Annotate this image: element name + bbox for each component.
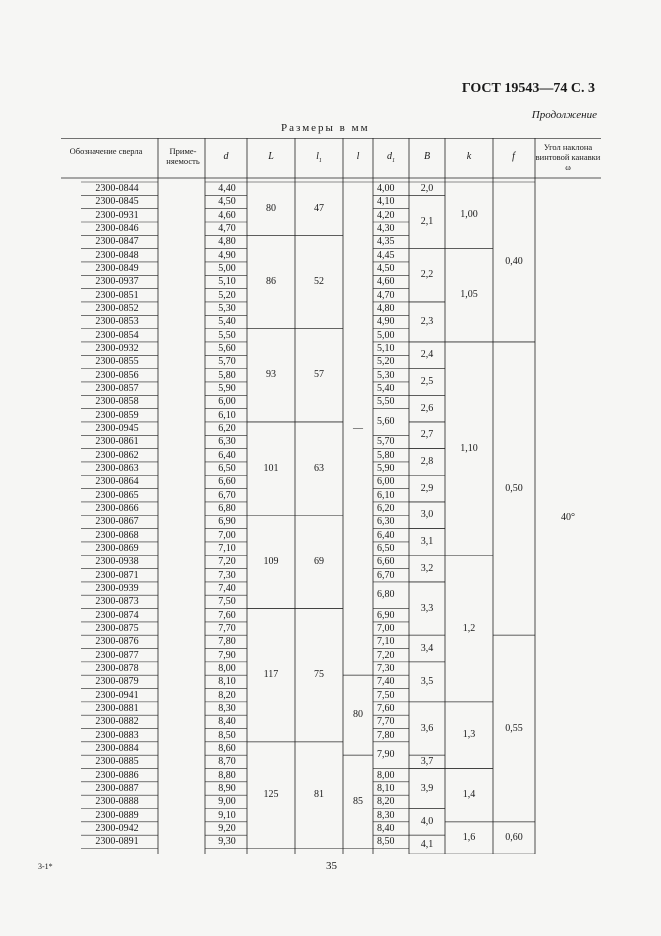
drill-code: 2300-0932 bbox=[95, 342, 139, 354]
d-value: 5,30 bbox=[218, 302, 236, 314]
d-value: 9,10 bbox=[218, 809, 236, 821]
f-value: 0,40 bbox=[505, 255, 523, 267]
k-value: 1,4 bbox=[462, 789, 476, 801]
drill-code: 2300-0866 bbox=[95, 502, 139, 514]
d1-value: 8,30 bbox=[377, 809, 395, 821]
B-value: 2,9 bbox=[420, 482, 434, 494]
d-value: 7,40 bbox=[218, 582, 236, 594]
drill-code: 2300-0939 bbox=[95, 582, 139, 594]
d-value: 8,60 bbox=[218, 742, 236, 754]
d1-value: 7,20 bbox=[377, 649, 395, 661]
d-value: 7,30 bbox=[218, 569, 236, 581]
d-value: 7,90 bbox=[218, 649, 236, 661]
k-value: 1,00 bbox=[460, 209, 478, 221]
d1-value: 5,80 bbox=[377, 449, 395, 461]
page-number: 35 bbox=[326, 860, 337, 872]
d1-value: 6,60 bbox=[377, 556, 395, 568]
d1-value: 5,30 bbox=[377, 369, 395, 381]
d-value: 6,90 bbox=[218, 516, 236, 528]
drill-code: 2300-0856 bbox=[95, 369, 139, 381]
d-value: 7,20 bbox=[218, 556, 236, 568]
d-value: 4,40 bbox=[218, 183, 236, 194]
B-value: 2,8 bbox=[420, 455, 434, 467]
B-value: 3,2 bbox=[420, 562, 434, 574]
drill-code: 2300-0879 bbox=[95, 676, 139, 688]
d-value: 6,20 bbox=[218, 422, 236, 434]
d1-value: 7,90 bbox=[377, 749, 395, 761]
d1-value: 7,70 bbox=[377, 716, 395, 728]
d-value: 5,40 bbox=[218, 316, 236, 328]
header-L: L bbox=[268, 151, 274, 162]
l1-value: 69 bbox=[314, 555, 324, 567]
drill-code: 2300-0844 bbox=[95, 183, 139, 194]
d1-value: 4,00 bbox=[377, 183, 395, 194]
l1-value: 75 bbox=[314, 669, 324, 681]
drill-code: 2300-0878 bbox=[95, 662, 139, 674]
d-value: 4,90 bbox=[218, 249, 236, 261]
drill-code: 2300-0885 bbox=[95, 756, 139, 768]
drill-code: 2300-0877 bbox=[95, 649, 139, 661]
d1-value: 7,40 bbox=[377, 676, 395, 688]
d-value: 5,00 bbox=[218, 262, 236, 274]
d1-value: 6,80 bbox=[377, 589, 395, 601]
k-value: 1,05 bbox=[460, 289, 478, 301]
d-value: 5,90 bbox=[218, 382, 236, 394]
d1-value: 8,50 bbox=[377, 836, 395, 848]
drill-code: 2300-0887 bbox=[95, 782, 139, 794]
d-value: 4,50 bbox=[218, 196, 236, 208]
d-value: 8,50 bbox=[218, 729, 236, 741]
header-applicability: Приме-няемость bbox=[166, 146, 200, 166]
drill-code: 2300-0937 bbox=[95, 276, 139, 288]
d-value: 6,10 bbox=[218, 409, 236, 421]
d1-value: 7,10 bbox=[377, 636, 395, 648]
drill-code: 2300-0874 bbox=[95, 609, 139, 621]
d1-value: 7,60 bbox=[377, 702, 395, 714]
d1-value: 4,10 bbox=[377, 196, 395, 208]
drill-code: 2300-0852 bbox=[95, 302, 139, 314]
drill-code: 2300-0867 bbox=[95, 516, 139, 528]
header-l: l bbox=[356, 151, 360, 162]
d-value: 7,60 bbox=[218, 609, 236, 621]
d1-value: 5,70 bbox=[377, 436, 395, 448]
drill-code: 2300-0865 bbox=[95, 489, 139, 501]
d1-value: 4,30 bbox=[377, 222, 395, 234]
B-value: 4,1 bbox=[420, 838, 434, 850]
drill-code: 2300-0942 bbox=[95, 822, 139, 834]
B-value: 3,3 bbox=[420, 602, 434, 614]
d1-value: 7,30 bbox=[377, 662, 395, 674]
L-value: 125 bbox=[263, 789, 279, 801]
d-value: 6,60 bbox=[218, 476, 236, 488]
sheet-mark: 3-1* bbox=[38, 862, 53, 871]
drill-code: 2300-0883 bbox=[95, 729, 139, 741]
drill-code: 2300-0884 bbox=[95, 742, 139, 754]
B-value: 3,7 bbox=[420, 755, 434, 767]
header-f: f bbox=[512, 151, 515, 162]
d1-value: 5,40 bbox=[377, 382, 395, 394]
drill-code: 2300-0876 bbox=[95, 636, 139, 648]
d-value: 8,10 bbox=[218, 676, 236, 688]
l1-value: 52 bbox=[314, 275, 324, 287]
L-value: 109 bbox=[263, 555, 279, 567]
l1-value: 63 bbox=[314, 462, 324, 474]
d-value: 4,70 bbox=[218, 222, 236, 234]
drill-code: 2300-0886 bbox=[95, 769, 139, 781]
d1-value: 6,20 bbox=[377, 502, 395, 514]
L-value: 80 bbox=[266, 202, 276, 214]
header-angle: Угол наклона винтовой канавки ω bbox=[535, 142, 601, 172]
d1-value: 5,00 bbox=[377, 329, 395, 341]
d1-value: 8,20 bbox=[377, 796, 395, 808]
d-value: 6,30 bbox=[218, 436, 236, 448]
drill-code: 2300-0931 bbox=[95, 209, 139, 221]
k-value: 1,6 bbox=[462, 831, 476, 843]
sizes-caption: Размеры в мм bbox=[281, 122, 370, 134]
d1-value: 5,90 bbox=[377, 462, 395, 474]
d-value: 8,70 bbox=[218, 756, 236, 768]
k-value: 1,2 bbox=[462, 622, 476, 634]
dimensions-table bbox=[61, 138, 601, 854]
B-value: 2,4 bbox=[420, 349, 434, 361]
d1-value: 6,10 bbox=[377, 489, 395, 501]
drill-code: 2300-0882 bbox=[95, 716, 139, 728]
k-value: 1,10 bbox=[460, 442, 478, 454]
B-value: 4,0 bbox=[420, 815, 434, 827]
drill-code: 2300-0849 bbox=[95, 262, 139, 274]
B-value: 2,0 bbox=[420, 182, 434, 194]
drill-code: 2300-0847 bbox=[95, 236, 139, 248]
d-value: 8,30 bbox=[218, 702, 236, 714]
d1-value: 6,50 bbox=[377, 542, 395, 554]
d1-value: 8,10 bbox=[377, 782, 395, 794]
drill-code: 2300-0854 bbox=[95, 329, 139, 341]
d1-value: 6,90 bbox=[377, 609, 395, 621]
B-value: 2,3 bbox=[420, 315, 434, 327]
d-value: 7,10 bbox=[218, 542, 236, 554]
l-value: 80 bbox=[353, 709, 363, 721]
d1-value: 6,30 bbox=[377, 516, 395, 528]
d1-value: 6,00 bbox=[377, 476, 395, 488]
l1-value: 47 bbox=[314, 202, 324, 214]
d-value: 5,50 bbox=[218, 329, 236, 341]
d1-value: 5,10 bbox=[377, 342, 395, 354]
d-value: 7,00 bbox=[218, 529, 236, 541]
d-value: 5,10 bbox=[218, 276, 236, 288]
d1-value: 6,40 bbox=[377, 529, 395, 541]
drill-code: 2300-0862 bbox=[95, 449, 139, 461]
drill-code: 2300-0873 bbox=[95, 596, 139, 608]
d1-value: 8,00 bbox=[377, 769, 395, 781]
f-value: 0,60 bbox=[505, 831, 523, 843]
drill-code: 2300-0845 bbox=[95, 196, 139, 208]
d-value: 4,80 bbox=[218, 236, 236, 248]
l-value: 85 bbox=[353, 795, 363, 807]
drill-code: 2300-0853 bbox=[95, 316, 139, 328]
drill-code: 2300-0851 bbox=[95, 289, 139, 301]
B-value: 3,6 bbox=[420, 722, 434, 734]
B-value: 2,1 bbox=[420, 215, 434, 227]
d1-value: 7,80 bbox=[377, 729, 395, 741]
continuation-label: Продолжение bbox=[531, 109, 597, 121]
d-value: 8,80 bbox=[218, 769, 236, 781]
d-value: 8,40 bbox=[218, 716, 236, 728]
d1-value: 5,20 bbox=[377, 356, 395, 368]
d-value: 5,60 bbox=[218, 342, 236, 354]
d-value: 5,70 bbox=[218, 356, 236, 368]
B-value: 3,4 bbox=[420, 642, 434, 654]
B-value: 3,0 bbox=[420, 509, 434, 521]
d1-value: 4,20 bbox=[377, 209, 395, 221]
B-value: 3,5 bbox=[420, 675, 434, 687]
l1-value: 57 bbox=[314, 369, 324, 381]
drill-code: 2300-0848 bbox=[95, 249, 139, 261]
d1-value: 4,70 bbox=[377, 289, 395, 301]
drill-code: 2300-0855 bbox=[95, 356, 139, 368]
d-value: 9,30 bbox=[218, 836, 236, 848]
d-value: 7,80 bbox=[218, 636, 236, 648]
header-designation: Обозначение сверла bbox=[69, 146, 143, 156]
d-value: 4,60 bbox=[218, 209, 236, 221]
d-value: 6,70 bbox=[218, 489, 236, 501]
d-value: 5,80 bbox=[218, 369, 236, 381]
L-value: 93 bbox=[266, 369, 276, 381]
angle-value: 40° bbox=[561, 512, 575, 523]
d1-value: 6,70 bbox=[377, 569, 395, 581]
d1-value: 4,80 bbox=[377, 302, 395, 314]
drill-code: 2300-0871 bbox=[95, 569, 139, 581]
drill-code: 2300-0868 bbox=[95, 529, 139, 541]
drill-code: 2300-0863 bbox=[95, 462, 139, 474]
header-l1: $l_1$ bbox=[316, 151, 322, 164]
drill-code: 2300-0945 bbox=[95, 422, 139, 434]
drill-code: 2300-0846 bbox=[95, 222, 139, 234]
d-value: 8,90 bbox=[218, 782, 236, 794]
f-value: 0,50 bbox=[505, 482, 523, 494]
B-value: 2,5 bbox=[420, 375, 434, 387]
d-value: 8,20 bbox=[218, 689, 236, 701]
d-value: 6,40 bbox=[218, 449, 236, 461]
d1-value: 8,40 bbox=[377, 822, 395, 834]
B-value: 3,9 bbox=[420, 782, 434, 794]
d-value: 6,00 bbox=[218, 396, 236, 408]
B-value: 3,1 bbox=[420, 535, 434, 547]
d-value: 7,70 bbox=[218, 622, 236, 634]
standard-designation: ГОСТ 19543—74 С. 3 bbox=[461, 81, 595, 96]
header-d: d bbox=[223, 151, 229, 162]
d1-value: 5,60 bbox=[377, 415, 395, 427]
drill-code: 2300-0889 bbox=[95, 809, 139, 821]
k-value: 1,3 bbox=[462, 729, 476, 741]
d-value: 8,00 bbox=[218, 662, 236, 674]
d1-value: 7,00 bbox=[377, 622, 395, 634]
d1-value: 4,60 bbox=[377, 276, 395, 288]
B-value: 2,2 bbox=[420, 269, 434, 281]
d1-value: 4,45 bbox=[377, 249, 395, 261]
d-value: 9,00 bbox=[218, 796, 236, 808]
drill-code: 2300-0861 bbox=[95, 436, 139, 448]
d1-value: 4,90 bbox=[377, 316, 395, 328]
drill-code: 2300-0859 bbox=[95, 409, 139, 421]
d1-value: 4,35 bbox=[377, 236, 395, 248]
B-value: 2,7 bbox=[420, 429, 434, 441]
l1-value: 81 bbox=[314, 789, 324, 801]
drill-code: 2300-0938 bbox=[95, 556, 139, 568]
d1-value: 5,50 bbox=[377, 396, 395, 408]
L-value: 86 bbox=[266, 275, 276, 287]
d1-value: 4,50 bbox=[377, 262, 395, 274]
d-value: 6,50 bbox=[218, 462, 236, 474]
d-value: 6,80 bbox=[218, 502, 236, 514]
header-B: B bbox=[423, 151, 431, 162]
header-d1: $d_1$ bbox=[387, 151, 395, 164]
drill-code: 2300-0858 bbox=[95, 396, 139, 408]
B-value: 2,6 bbox=[420, 402, 434, 414]
drill-code: 2300-0875 bbox=[95, 622, 139, 634]
d1-value: 7,50 bbox=[377, 689, 395, 701]
header-k: k bbox=[466, 151, 472, 162]
drill-code: 2300-0881 bbox=[95, 702, 139, 714]
drill-code: 2300-0869 bbox=[95, 542, 139, 554]
L-value: 101 bbox=[263, 462, 279, 474]
f-value: 0,55 bbox=[505, 722, 523, 734]
l-value: — bbox=[353, 422, 363, 434]
d-value: 9,20 bbox=[218, 822, 236, 834]
d-value: 5,20 bbox=[218, 289, 236, 301]
drill-code: 2300-0864 bbox=[95, 476, 139, 488]
drill-code: 2300-0857 bbox=[95, 382, 139, 394]
drill-code: 2300-0888 bbox=[95, 796, 139, 808]
L-value: 117 bbox=[263, 669, 279, 681]
d-value: 7,50 bbox=[218, 596, 236, 608]
drill-code: 2300-0891 bbox=[95, 836, 139, 848]
drill-code: 2300-0941 bbox=[95, 689, 139, 701]
